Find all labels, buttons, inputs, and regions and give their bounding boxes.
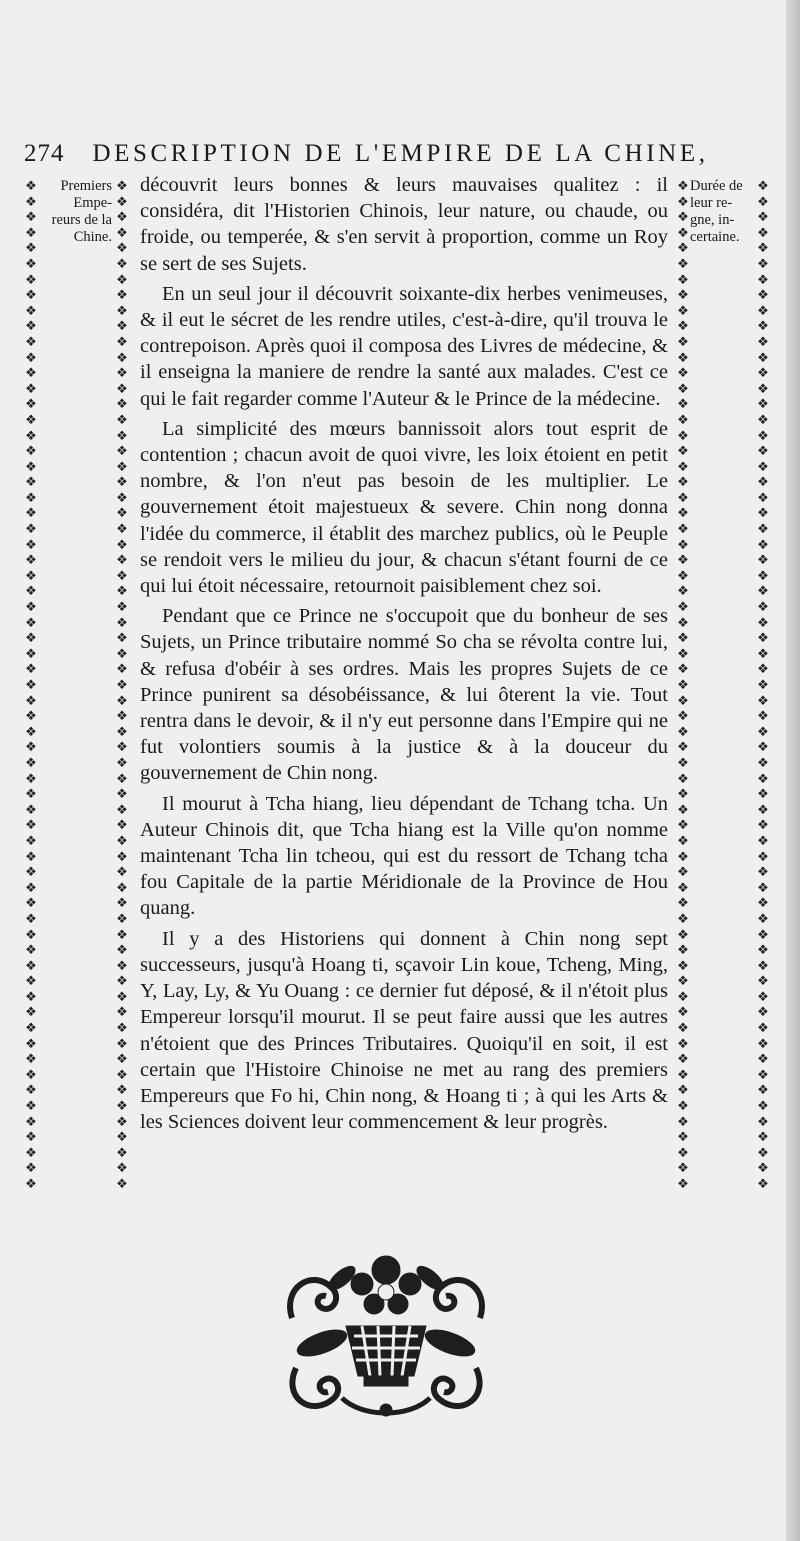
ornament-glyph-icon: ❖ [677, 988, 689, 1004]
margin-note-line: reurs de la [51, 212, 112, 228]
ornament-glyph-icon: ❖ [116, 552, 128, 568]
ornament-glyph-icon: ❖ [25, 708, 37, 724]
ornament-glyph-icon: ❖ [116, 349, 128, 365]
ornament-glyph-icon: ❖ [116, 817, 128, 833]
ornament-glyph-icon: ❖ [25, 427, 37, 443]
ornament-glyph-icon: ❖ [757, 380, 769, 396]
ornament-glyph-icon: ❖ [116, 193, 128, 209]
ornament-glyph-icon: ❖ [757, 661, 769, 677]
ornament-glyph-icon: ❖ [677, 427, 689, 443]
ornament-glyph-icon: ❖ [25, 583, 37, 599]
margin-note-line: certaine. [690, 229, 740, 245]
ornament-glyph-icon: ❖ [677, 443, 689, 459]
paragraph: Pendant que ce Prince ne s'occupoit que du bonheur de ses Sujets, un Prince tributaire nommé So cha se révolta contre lui, & refusa d'obéir à ses ordres. Mais les propres Sujets de ce Prince punirent sa désobéissance, & lui ôterent la vie. Tout rentra dans le devoir, & il n'y eut personne dans l'Empire qui ne fut volontiers soumis à la justice & à la douceur du gouvernement de Chin nong. [140, 605, 668, 785]
margin-note-line: Premiers [60, 178, 112, 194]
ornament-glyph-icon: ❖ [757, 1176, 769, 1188]
ornament-glyph-icon: ❖ [116, 770, 128, 786]
ornament-glyph-icon: ❖ [25, 645, 37, 661]
ornament-glyph-icon: ❖ [116, 1004, 128, 1020]
ornament-glyph-icon: ❖ [757, 1004, 769, 1020]
ornament-glyph-icon: ❖ [677, 583, 689, 599]
ornament-glyph-icon: ❖ [25, 1066, 37, 1082]
ornament-glyph-icon: ❖ [25, 1098, 37, 1114]
ornament-glyph-icon: ❖ [25, 1004, 37, 1020]
ornament-glyph-icon: ❖ [677, 552, 689, 568]
ornament-glyph-icon: ❖ [677, 240, 689, 256]
ornament-glyph-icon: ❖ [757, 552, 769, 568]
ornament-glyph-icon: ❖ [25, 973, 37, 989]
ornament-glyph-icon: ❖ [25, 1129, 37, 1145]
ornament-glyph-icon: ❖ [116, 1020, 128, 1036]
ornament-glyph-icon: ❖ [677, 380, 689, 396]
ornament-glyph-icon: ❖ [25, 786, 37, 802]
ornament-glyph-icon: ❖ [677, 661, 689, 677]
ornament-glyph-icon: ❖ [116, 255, 128, 271]
margin-note-line: Empe- [73, 195, 112, 211]
ornament-glyph-icon: ❖ [677, 879, 689, 895]
ornament-glyph-icon: ❖ [116, 396, 128, 412]
ornament-glyph-icon: ❖ [25, 255, 37, 271]
ornament-glyph-icon: ❖ [25, 1144, 37, 1160]
ornament-glyph-icon: ❖ [677, 458, 689, 474]
ornament-glyph-icon: ❖ [25, 443, 37, 459]
ornament-glyph-icon: ❖ [757, 209, 769, 225]
ornament-glyph-icon: ❖ [116, 240, 128, 256]
ornament-glyph-icon: ❖ [677, 365, 689, 381]
ornament-glyph-icon: ❖ [677, 1082, 689, 1098]
ornament-glyph-icon: ❖ [25, 1113, 37, 1129]
ornament-glyph-icon: ❖ [25, 552, 37, 568]
fleuron-ornament-icon [282, 1248, 490, 1428]
ornament-glyph-icon: ❖ [757, 630, 769, 646]
ornament-glyph-icon: ❖ [757, 864, 769, 880]
ornament-glyph-icon: ❖ [25, 1082, 37, 1098]
ornament-glyph-icon: ❖ [116, 786, 128, 802]
ornament-glyph-icon: ❖ [677, 708, 689, 724]
paragraph: découvrit leurs bonnes & leurs mauvaises qualitez : il considéra, dit l'Historien Chinois, leur nature, ou chaude, ou froide, ou temperée, & s'en servit à proportion, comme un Roy se sert de ses Sujets. [140, 174, 668, 275]
ornament-glyph-icon: ❖ [25, 864, 37, 880]
ornament-glyph-icon: ❖ [677, 1113, 689, 1129]
ornament-glyph-icon: ❖ [757, 1160, 769, 1176]
ornament-glyph-icon: ❖ [25, 926, 37, 942]
ornament-glyph-icon: ❖ [757, 224, 769, 240]
ornament-glyph-icon: ❖ [116, 302, 128, 318]
margin-note-line: leur re- [690, 195, 733, 211]
ornament-glyph-icon: ❖ [757, 692, 769, 708]
ornament-glyph-icon: ❖ [116, 1098, 128, 1114]
ornament-glyph-icon: ❖ [757, 1020, 769, 1036]
ornament-glyph-icon: ❖ [677, 521, 689, 537]
body-text [140, 172, 668, 1135]
ornament-glyph-icon: ❖ [757, 287, 769, 303]
ornament-glyph-icon: ❖ [757, 817, 769, 833]
ornament-glyph-icon: ❖ [25, 193, 37, 209]
ornament-column-right-inner [676, 178, 690, 1188]
ornament-glyph-icon: ❖ [757, 1129, 769, 1145]
ornament-glyph-icon: ❖ [116, 209, 128, 225]
ornament-glyph-icon: ❖ [25, 677, 37, 692]
ornament-glyph-icon: ❖ [757, 1035, 769, 1051]
ornament-glyph-icon: ❖ [757, 614, 769, 630]
ornament-glyph-icon: ❖ [757, 349, 769, 365]
page-number: 274 [24, 140, 65, 167]
ornament-glyph-icon: ❖ [677, 895, 689, 911]
ornament-glyph-icon: ❖ [677, 910, 689, 926]
ornament-glyph-icon: ❖ [757, 848, 769, 864]
ornament-glyph-icon: ❖ [25, 630, 37, 646]
ornament-glyph-icon: ❖ [677, 1144, 689, 1160]
ornament-glyph-icon: ❖ [116, 1082, 128, 1098]
ornament-glyph-icon: ❖ [25, 349, 37, 365]
ornament-glyph-icon: ❖ [116, 567, 128, 583]
ornament-glyph-icon: ❖ [25, 271, 37, 287]
ornament-glyph-icon: ❖ [25, 599, 37, 615]
ornament-glyph-icon: ❖ [757, 677, 769, 692]
ornament-glyph-icon: ❖ [116, 739, 128, 755]
ornament-glyph-icon: ❖ [757, 1113, 769, 1129]
ornament-glyph-icon: ❖ [25, 396, 37, 412]
ornament-glyph-icon: ❖ [677, 864, 689, 880]
ornament-glyph-icon: ❖ [757, 739, 769, 755]
ornament-glyph-icon: ❖ [116, 1066, 128, 1082]
ornament-glyph-icon: ❖ [757, 786, 769, 802]
ornament-glyph-icon: ❖ [677, 677, 689, 692]
ornament-glyph-icon: ❖ [677, 224, 689, 240]
ornament-glyph-icon: ❖ [25, 957, 37, 973]
paragraph: En un seul jour il découvrit soixante-dix herbes venimeuses, & il eut le sécret de les rendre utiles, c'est-à-dire, qu'il trouva le contrepoison. Après quoi il composa des Livres de médecine, & il enseigna la maniere de rendre la santé aux malades. C'est ce qui le fait regarder comme l'Auteur & le Prince de la médecine. [140, 282, 668, 410]
ornament-glyph-icon: ❖ [116, 1035, 128, 1051]
ornament-glyph-icon: ❖ [757, 521, 769, 537]
ornament-glyph-icon: ❖ [25, 240, 37, 256]
ornament-glyph-icon: ❖ [116, 521, 128, 537]
ornament-glyph-icon: ❖ [116, 677, 128, 692]
ornament-glyph-icon: ❖ [677, 1051, 689, 1067]
ornament-glyph-icon: ❖ [116, 879, 128, 895]
ornament-glyph-icon: ❖ [116, 427, 128, 443]
paragraph: La simplicité des mœurs bannissoit alors tout esprit de contention ; chacun avoit de quoi vivre, les loix étoient en petit nombre, & l'on n'eut pas besoin de les multiplier. Le gouvernement étoit majestueux & severe. Chin nong donna l'idée du commerce, il établit des marchez publics, où le Peuple se rendoit vers le milieu du jour, & chacun s'étant fourni de ce qui lui étoit nécessaire, retournoit paisiblement chez soi. [140, 417, 668, 598]
ornament-glyph-icon: ❖ [757, 193, 769, 209]
ornament-glyph-icon: ❖ [677, 318, 689, 334]
ornament-glyph-icon: ❖ [116, 287, 128, 303]
ornament-glyph-icon: ❖ [25, 739, 37, 755]
ornament-glyph-icon: ❖ [116, 1144, 128, 1160]
ornament-glyph-icon: ❖ [25, 458, 37, 474]
ornament-glyph-icon: ❖ [757, 318, 769, 334]
ornament-glyph-icon: ❖ [116, 801, 128, 817]
ornament-glyph-icon: ❖ [757, 536, 769, 552]
ornament-glyph-icon: ❖ [116, 178, 128, 193]
ornament-glyph-icon: ❖ [116, 333, 128, 349]
ornament-glyph-icon: ❖ [25, 1176, 37, 1188]
ornament-glyph-icon: ❖ [25, 365, 37, 381]
ornament-glyph-icon: ❖ [116, 848, 128, 864]
ornament-glyph-icon: ❖ [757, 879, 769, 895]
ornament-glyph-icon: ❖ [677, 801, 689, 817]
ornament-glyph-icon: ❖ [757, 708, 769, 724]
ornament-glyph-icon: ❖ [757, 645, 769, 661]
ornament-glyph-icon: ❖ [677, 942, 689, 958]
ornament-glyph-icon: ❖ [25, 817, 37, 833]
ornament-glyph-icon: ❖ [677, 723, 689, 739]
ornament-glyph-icon: ❖ [677, 848, 689, 864]
ornament-glyph-icon: ❖ [25, 287, 37, 303]
ornament-glyph-icon: ❖ [25, 1035, 37, 1051]
ornament-glyph-icon: ❖ [25, 910, 37, 926]
ornament-glyph-icon: ❖ [757, 957, 769, 973]
ornament-glyph-icon: ❖ [677, 209, 689, 225]
ornament-glyph-icon: ❖ [25, 988, 37, 1004]
ornament-column-right-outer [756, 178, 770, 1188]
ornament-glyph-icon: ❖ [116, 1113, 128, 1129]
ornament-glyph-icon: ❖ [116, 505, 128, 521]
ornament-glyph-icon: ❖ [677, 302, 689, 318]
ornament-glyph-icon: ❖ [25, 411, 37, 427]
ornament-glyph-icon: ❖ [677, 832, 689, 848]
ornament-glyph-icon: ❖ [757, 567, 769, 583]
ornament-glyph-icon: ❖ [757, 365, 769, 381]
ornament-glyph-icon: ❖ [677, 411, 689, 427]
ornament-glyph-icon: ❖ [116, 910, 128, 926]
ornament-glyph-icon: ❖ [757, 443, 769, 459]
ornament-glyph-icon: ❖ [116, 365, 128, 381]
ornament-glyph-icon: ❖ [757, 255, 769, 271]
ornament-glyph-icon: ❖ [757, 302, 769, 318]
ornament-glyph-icon: ❖ [677, 739, 689, 755]
ornament-glyph-icon: ❖ [757, 723, 769, 739]
ornament-glyph-icon: ❖ [757, 411, 769, 427]
ornament-glyph-icon: ❖ [25, 380, 37, 396]
ornament-glyph-icon: ❖ [757, 333, 769, 349]
ornament-glyph-icon: ❖ [25, 567, 37, 583]
ornament-glyph-icon: ❖ [757, 1051, 769, 1067]
margin-note-left [40, 178, 112, 246]
running-title: DESCRIPTION DE L'EMPIRE DE LA CHINE, [92, 140, 709, 167]
ornament-glyph-icon: ❖ [757, 178, 769, 193]
ornament-glyph-icon: ❖ [677, 630, 689, 646]
ornament-glyph-icon: ❖ [25, 536, 37, 552]
ornament-glyph-icon: ❖ [116, 973, 128, 989]
ornament-glyph-icon: ❖ [677, 255, 689, 271]
ornament-glyph-icon: ❖ [677, 599, 689, 615]
ornament-glyph-icon: ❖ [757, 1144, 769, 1160]
ornament-glyph-icon: ❖ [757, 754, 769, 770]
ornament-glyph-icon: ❖ [757, 1082, 769, 1098]
running-header [24, 140, 714, 168]
ornament-glyph-icon: ❖ [677, 489, 689, 505]
ornament-glyph-icon: ❖ [116, 1129, 128, 1145]
ornament-glyph-icon: ❖ [25, 474, 37, 490]
ornament-glyph-icon: ❖ [116, 926, 128, 942]
margin-note-line: Durée de [690, 178, 743, 194]
ornament-glyph-icon: ❖ [757, 910, 769, 926]
ornament-glyph-icon: ❖ [677, 505, 689, 521]
ornament-glyph-icon: ❖ [25, 333, 37, 349]
ornament-glyph-icon: ❖ [757, 489, 769, 505]
ornament-glyph-icon: ❖ [25, 942, 37, 958]
ornament-glyph-icon: ❖ [116, 942, 128, 958]
ornament-glyph-icon: ❖ [116, 458, 128, 474]
ornament-glyph-icon: ❖ [116, 583, 128, 599]
ornament-glyph-icon: ❖ [25, 224, 37, 240]
ornament-glyph-icon: ❖ [757, 583, 769, 599]
ornament-glyph-icon: ❖ [677, 645, 689, 661]
ornament-glyph-icon: ❖ [116, 1160, 128, 1176]
ornament-glyph-icon: ❖ [757, 474, 769, 490]
ornament-glyph-icon: ❖ [116, 599, 128, 615]
ornament-glyph-icon: ❖ [25, 1051, 37, 1067]
ornament-glyph-icon: ❖ [677, 1098, 689, 1114]
ornament-glyph-icon: ❖ [677, 1176, 689, 1188]
ornament-glyph-icon: ❖ [25, 754, 37, 770]
ornament-glyph-icon: ❖ [677, 754, 689, 770]
ornament-glyph-icon: ❖ [757, 427, 769, 443]
ornament-glyph-icon: ❖ [25, 661, 37, 677]
ornament-glyph-icon: ❖ [25, 614, 37, 630]
ornament-glyph-icon: ❖ [677, 333, 689, 349]
ornament-glyph-icon: ❖ [677, 926, 689, 942]
ornament-glyph-icon: ❖ [116, 895, 128, 911]
ornament-glyph-icon: ❖ [757, 770, 769, 786]
ornament-glyph-icon: ❖ [116, 614, 128, 630]
paragraph: Il mourut à Tcha hiang, lieu dépendant de Tchang tcha. Un Auteur Chinois dit, que Tcha hiang est la Ville qu'on nomme maintenant Tcha lin tcheou, qui est du ressort de Tchang tcha fou Capitale de la partie Méridionale de la Province de Hou quang. [140, 792, 668, 920]
ornament-glyph-icon: ❖ [677, 957, 689, 973]
ornament-glyph-icon: ❖ [757, 505, 769, 521]
ornament-glyph-icon: ❖ [677, 1066, 689, 1082]
ornament-glyph-icon: ❖ [116, 474, 128, 490]
ornament-glyph-icon: ❖ [116, 723, 128, 739]
ornament-glyph-icon: ❖ [116, 489, 128, 505]
ornament-glyph-icon: ❖ [25, 770, 37, 786]
margin-note-line: gne, in- [690, 212, 735, 228]
ornament-glyph-icon: ❖ [25, 848, 37, 864]
ornament-glyph-icon: ❖ [677, 1160, 689, 1176]
ornament-glyph-icon: ❖ [116, 957, 128, 973]
ornament-glyph-icon: ❖ [757, 271, 769, 287]
ornament-glyph-icon: ❖ [116, 536, 128, 552]
paragraph: Il y a des Historiens qui donnent à Chin nong sept successeurs, jusqu'à Hoang ti, sçavoir Lin koue, Tcheng, Ming, Y, Lay, Ly, & Yu Ouang : ce dernier fut déposé, & il n'étoit plus Empereur lorsqu'il mourut. Il se peut faire aussi que les autres n'étoient que des Princes Tributaires. Quoiqu'il en soit, il est certain que l'Histoire Chinoise ne met au rang des premiers Empereurs que Fo hi, Chin nong, & Hoang ti ; à qui les Arts & les Sciences doivent leur commencement & leur progrès. [140, 927, 668, 1134]
ornament-glyph-icon: ❖ [677, 817, 689, 833]
ornament-glyph-icon: ❖ [677, 193, 689, 209]
ornament-glyph-icon: ❖ [116, 645, 128, 661]
ornament-glyph-icon: ❖ [757, 832, 769, 848]
ornament-glyph-icon: ❖ [25, 801, 37, 817]
ornament-glyph-icon: ❖ [116, 380, 128, 396]
ornament-glyph-icon: ❖ [757, 926, 769, 942]
ornament-column-left-outer [24, 178, 38, 1188]
ornament-glyph-icon: ❖ [757, 240, 769, 256]
ornament-glyph-icon: ❖ [677, 1004, 689, 1020]
ornament-glyph-icon: ❖ [757, 801, 769, 817]
ornament-glyph-icon: ❖ [25, 895, 37, 911]
ornament-glyph-icon: ❖ [116, 754, 128, 770]
ornament-glyph-icon: ❖ [116, 708, 128, 724]
ornament-glyph-icon: ❖ [25, 209, 37, 225]
page-edge [786, 0, 800, 1541]
margin-note-line: Chine. [73, 229, 112, 245]
ornament-glyph-icon: ❖ [757, 942, 769, 958]
ornament-glyph-icon: ❖ [116, 224, 128, 240]
ornament-glyph-icon: ❖ [677, 973, 689, 989]
ornament-glyph-icon: ❖ [677, 474, 689, 490]
ornament-glyph-icon: ❖ [757, 1066, 769, 1082]
ornament-glyph-icon: ❖ [25, 505, 37, 521]
ornament-glyph-icon: ❖ [677, 1129, 689, 1145]
ornament-glyph-icon: ❖ [757, 895, 769, 911]
ornament-glyph-icon: ❖ [116, 1051, 128, 1067]
margin-note-right [690, 178, 754, 246]
ornament-glyph-icon: ❖ [677, 396, 689, 412]
ornament-glyph-icon: ❖ [677, 786, 689, 802]
ornament-glyph-icon: ❖ [25, 1160, 37, 1176]
ornament-glyph-icon: ❖ [116, 318, 128, 334]
ornament-glyph-icon: ❖ [25, 318, 37, 334]
ornament-column-left-inner [115, 178, 129, 1188]
ornament-glyph-icon: ❖ [757, 1098, 769, 1114]
ornament-glyph-icon: ❖ [757, 396, 769, 412]
ornament-glyph-icon: ❖ [757, 458, 769, 474]
ornament-glyph-icon: ❖ [757, 973, 769, 989]
ornament-glyph-icon: ❖ [25, 521, 37, 537]
ornament-glyph-icon: ❖ [25, 489, 37, 505]
ornament-glyph-icon: ❖ [116, 661, 128, 677]
ornament-glyph-icon: ❖ [25, 692, 37, 708]
ornament-glyph-icon: ❖ [116, 443, 128, 459]
ornament-glyph-icon: ❖ [25, 723, 37, 739]
ornament-glyph-icon: ❖ [677, 1035, 689, 1051]
ornament-glyph-icon: ❖ [116, 692, 128, 708]
ornament-glyph-icon: ❖ [677, 692, 689, 708]
ornament-glyph-icon: ❖ [116, 1176, 128, 1188]
ornament-glyph-icon: ❖ [25, 832, 37, 848]
ornament-glyph-icon: ❖ [677, 271, 689, 287]
ornament-glyph-icon: ❖ [677, 567, 689, 583]
ornament-glyph-icon: ❖ [677, 536, 689, 552]
ornament-glyph-icon: ❖ [116, 832, 128, 848]
ornament-glyph-icon: ❖ [116, 988, 128, 1004]
ornament-glyph-icon: ❖ [677, 614, 689, 630]
ornament-glyph-icon: ❖ [116, 630, 128, 646]
ornament-glyph-icon: ❖ [677, 770, 689, 786]
ornament-glyph-icon: ❖ [757, 988, 769, 1004]
ornament-glyph-icon: ❖ [116, 271, 128, 287]
ornament-glyph-icon: ❖ [677, 287, 689, 303]
ornament-glyph-icon: ❖ [25, 879, 37, 895]
ornament-glyph-icon: ❖ [757, 599, 769, 615]
ornament-glyph-icon: ❖ [677, 1020, 689, 1036]
ornament-glyph-icon: ❖ [25, 302, 37, 318]
ornament-glyph-icon: ❖ [116, 864, 128, 880]
ornament-glyph-icon: ❖ [116, 411, 128, 427]
ornament-glyph-icon: ❖ [25, 178, 37, 193]
ornament-glyph-icon: ❖ [25, 1020, 37, 1036]
ornament-glyph-icon: ❖ [677, 178, 689, 193]
ornament-glyph-icon: ❖ [677, 349, 689, 365]
